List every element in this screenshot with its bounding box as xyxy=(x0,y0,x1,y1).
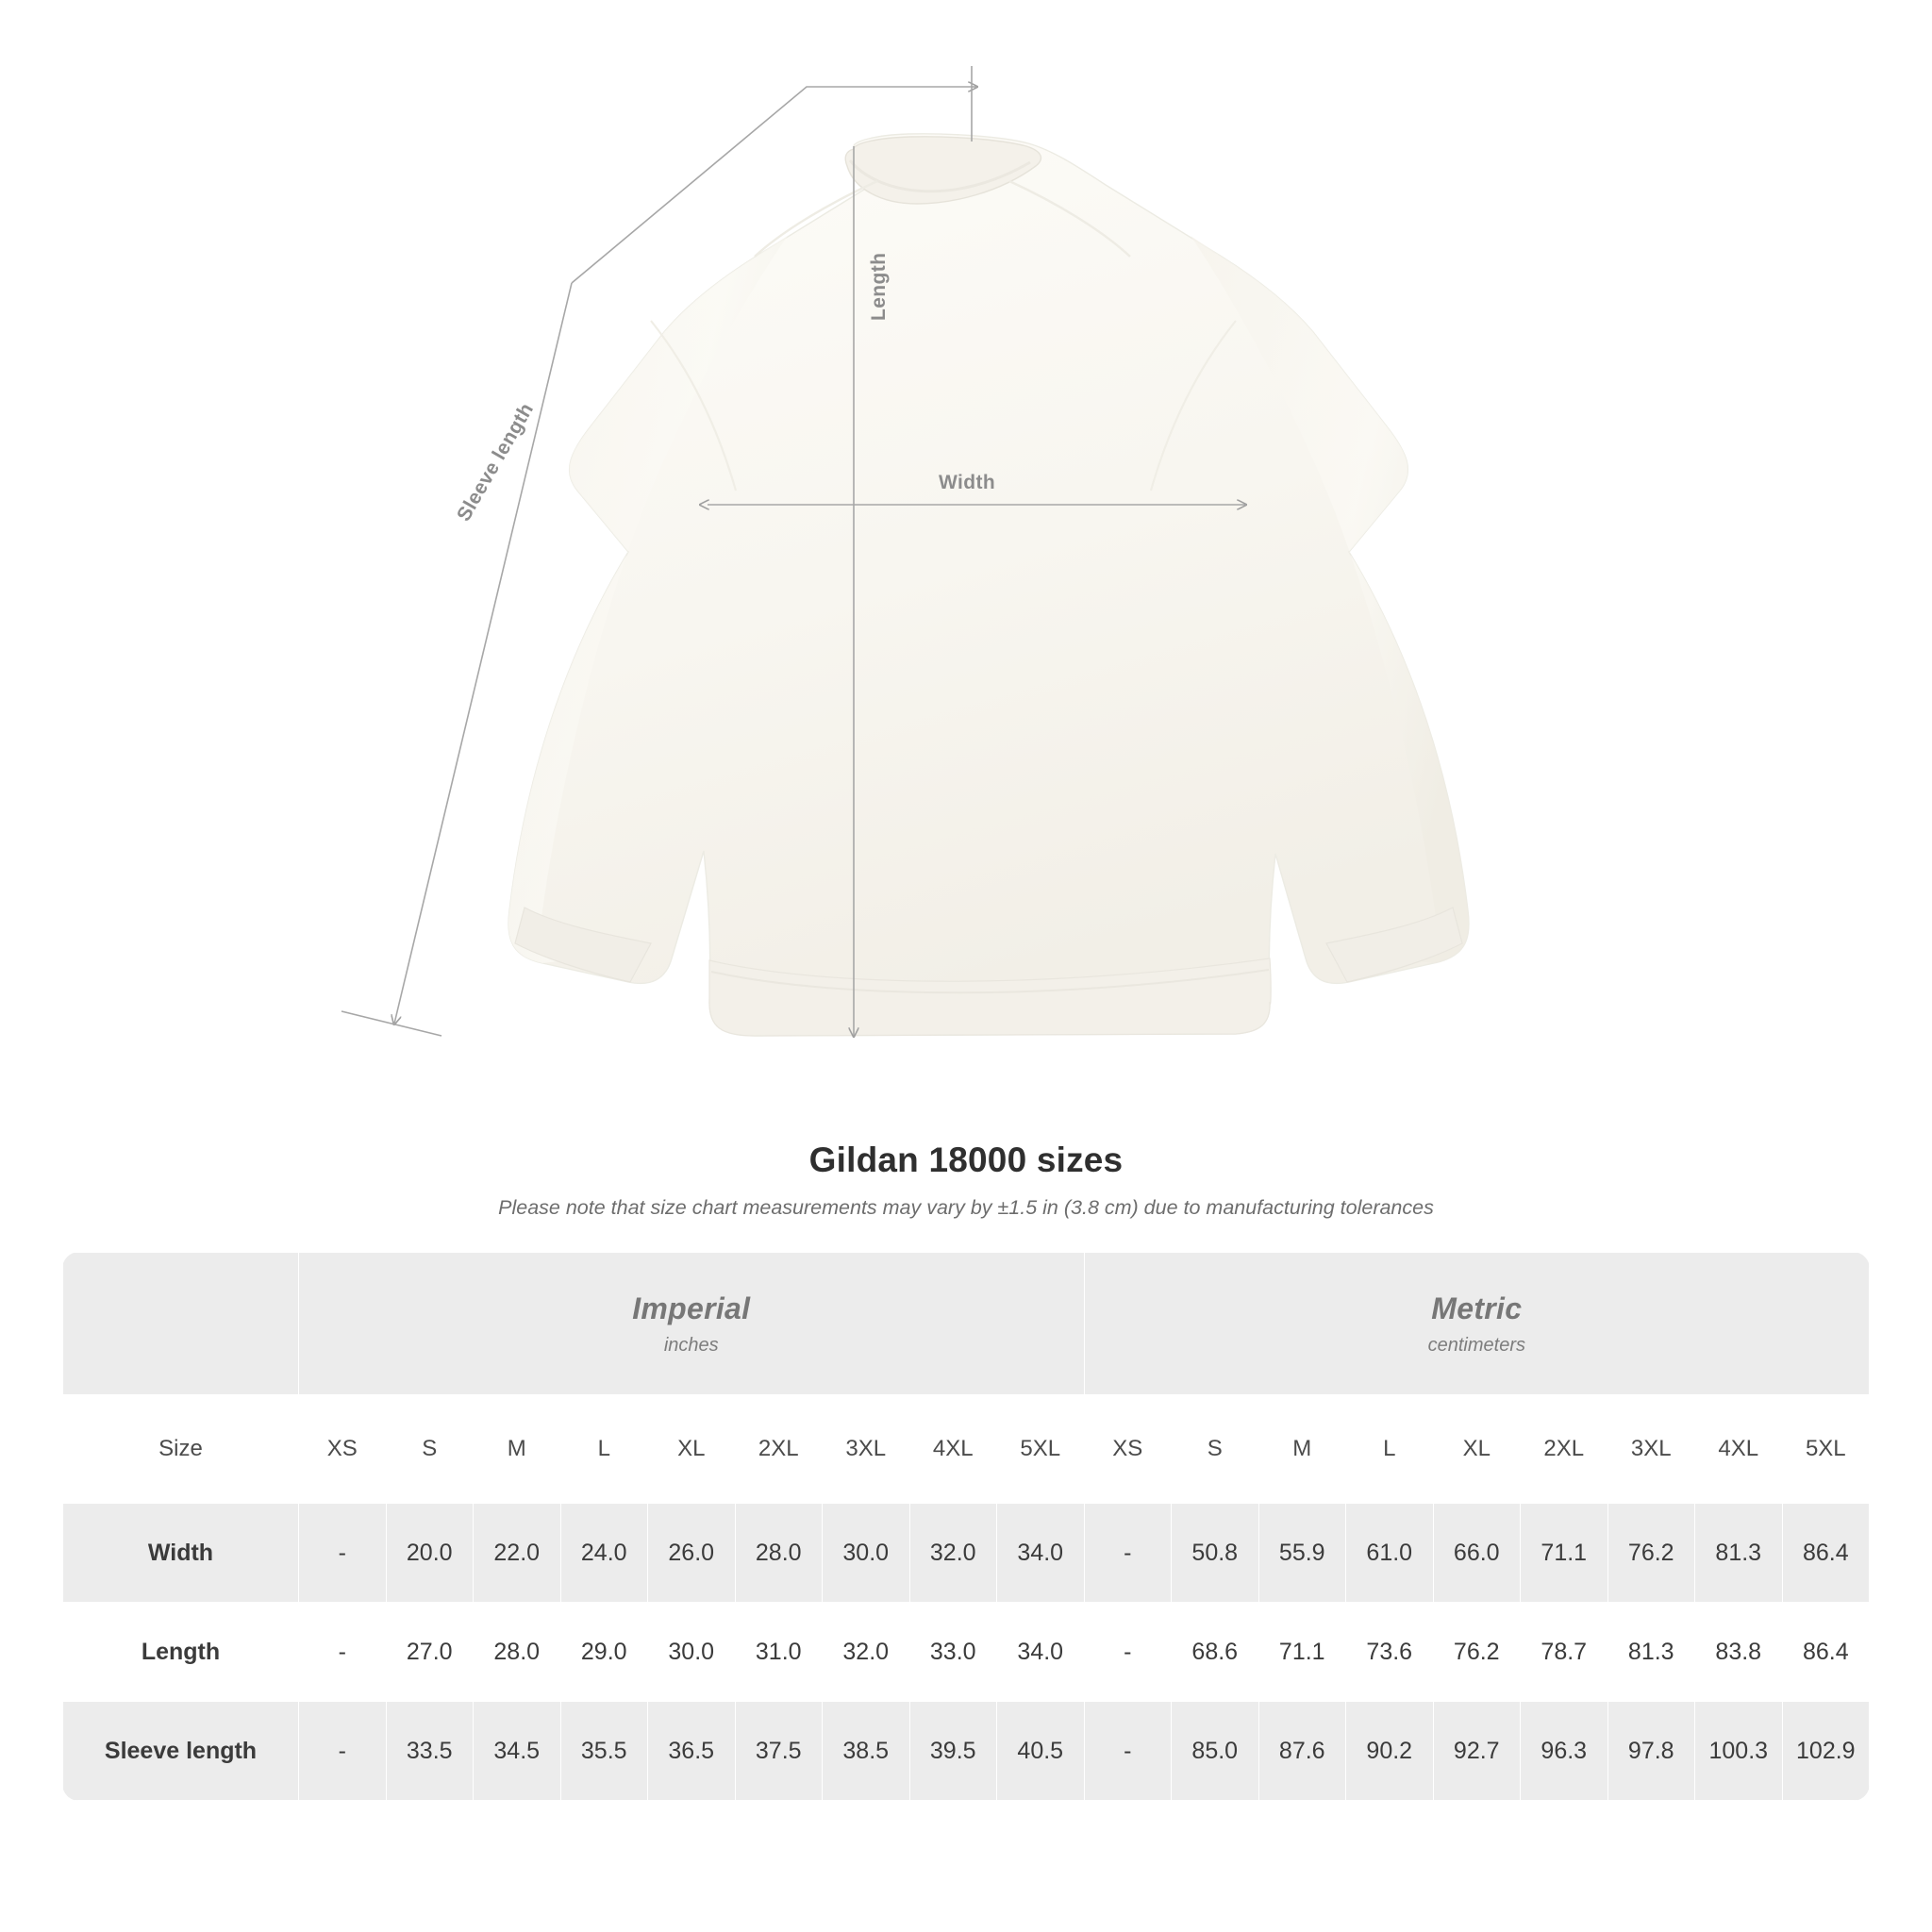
size-header-cell: 4XL xyxy=(1695,1395,1783,1504)
cell: 33.0 xyxy=(909,1603,997,1702)
cell: 71.1 xyxy=(1521,1504,1608,1603)
row-label-length: Length xyxy=(63,1603,299,1702)
cell: 35.5 xyxy=(560,1702,648,1801)
cell: 68.6 xyxy=(1172,1603,1259,1702)
cell: 86.4 xyxy=(1782,1504,1870,1603)
cell: 36.5 xyxy=(648,1702,736,1801)
cell: 28.0 xyxy=(735,1504,823,1603)
cell: 66.0 xyxy=(1433,1504,1521,1603)
unit-header-spacer xyxy=(63,1253,299,1395)
page-title: Gildan 18000 sizes xyxy=(808,1141,1124,1179)
cell: 81.3 xyxy=(1607,1603,1695,1702)
cell: 22.0 xyxy=(474,1504,561,1603)
cell: - xyxy=(299,1504,387,1603)
cell: - xyxy=(1084,1702,1172,1801)
length-dimension-label: Length xyxy=(868,252,890,321)
cell: 39.5 xyxy=(909,1702,997,1801)
cell: 34.0 xyxy=(997,1603,1085,1702)
cell: 71.1 xyxy=(1258,1603,1346,1702)
cell: 83.8 xyxy=(1695,1603,1783,1702)
cell: 78.7 xyxy=(1521,1603,1608,1702)
cell: 81.3 xyxy=(1695,1504,1783,1603)
cell: 34.5 xyxy=(474,1702,561,1801)
size-header-cell: M xyxy=(474,1395,561,1504)
cell: 61.0 xyxy=(1346,1504,1434,1603)
cell: 28.0 xyxy=(474,1603,561,1702)
cell: 37.5 xyxy=(735,1702,823,1801)
cell: - xyxy=(1084,1504,1172,1603)
tolerance-note: Please note that size chart measurements may vary by ±1.5 in (3.8 cm) due to manufacturing tolerances xyxy=(498,1196,1434,1219)
row-label-sleeve-length: Sleeve length xyxy=(63,1702,299,1801)
size-header-cell: 2XL xyxy=(735,1395,823,1504)
cell: 86.4 xyxy=(1782,1603,1870,1702)
cell: 33.5 xyxy=(386,1702,474,1801)
cell: 32.0 xyxy=(909,1504,997,1603)
cell: 40.5 xyxy=(997,1702,1085,1801)
cell: 87.6 xyxy=(1258,1702,1346,1801)
table-row xyxy=(63,1603,1870,1702)
unit-group-metric: Metric centimeters xyxy=(1084,1253,1870,1395)
row-label-width: Width xyxy=(63,1504,299,1603)
cell: 76.2 xyxy=(1433,1603,1521,1702)
cell: 97.8 xyxy=(1607,1702,1695,1801)
cell: 50.8 xyxy=(1172,1504,1259,1603)
size-header-cell: 4XL xyxy=(909,1395,997,1504)
size-header-cell: 3XL xyxy=(1607,1395,1695,1504)
size-header-row xyxy=(63,1395,1870,1504)
width-dimension-label: Width xyxy=(939,472,996,493)
size-header-cell: 5XL xyxy=(1782,1395,1870,1504)
cell: 27.0 xyxy=(386,1603,474,1702)
cell: 32.0 xyxy=(823,1603,910,1702)
cell: 73.6 xyxy=(1346,1603,1434,1702)
cell: 102.9 xyxy=(1782,1702,1870,1801)
cell: 20.0 xyxy=(386,1504,474,1603)
cell: 30.0 xyxy=(823,1504,910,1603)
size-header-cell: 3XL xyxy=(823,1395,910,1504)
size-header-cell: XL xyxy=(648,1395,736,1504)
cell: - xyxy=(1084,1603,1172,1702)
size-header-cell: 2XL xyxy=(1521,1395,1608,1504)
cell: - xyxy=(299,1603,387,1702)
size-header-cell: M xyxy=(1258,1395,1346,1504)
size-header-cell: L xyxy=(1346,1395,1434,1504)
cell: 100.3 xyxy=(1695,1702,1783,1801)
size-header-cell: L xyxy=(560,1395,648,1504)
cell: 31.0 xyxy=(735,1603,823,1702)
cell: 76.2 xyxy=(1607,1504,1695,1603)
sleeve-length-dimension-label: Sleeve length xyxy=(453,399,539,525)
cell: 92.7 xyxy=(1433,1702,1521,1801)
cell: 34.0 xyxy=(997,1504,1085,1603)
size-header-cell: XS xyxy=(1084,1395,1172,1504)
size-header-cell: 5XL xyxy=(997,1395,1085,1504)
title-block xyxy=(0,1141,1932,1220)
sweatshirt-body xyxy=(508,134,1469,1036)
unit-header-row xyxy=(63,1253,1870,1395)
cell: 85.0 xyxy=(1172,1702,1259,1801)
size-chart-table xyxy=(62,1252,1870,1801)
cell: 96.3 xyxy=(1521,1702,1608,1801)
cell: 55.9 xyxy=(1258,1504,1346,1603)
size-header-cell: XL xyxy=(1433,1395,1521,1504)
cell: - xyxy=(299,1702,387,1801)
cell: 90.2 xyxy=(1346,1702,1434,1801)
table-row xyxy=(63,1702,1870,1801)
cell: 24.0 xyxy=(560,1504,648,1603)
unit-group-imperial: Imperial inches xyxy=(299,1253,1085,1395)
cell: 29.0 xyxy=(560,1603,648,1702)
table-row xyxy=(63,1504,1870,1603)
cell: 30.0 xyxy=(648,1603,736,1702)
size-header-cell: S xyxy=(386,1395,474,1504)
size-header-cell: XS xyxy=(299,1395,387,1504)
size-header-label: Size xyxy=(63,1395,299,1504)
cell: 38.5 xyxy=(823,1702,910,1801)
size-chart-table-wrapper xyxy=(62,1252,1870,1801)
cell: 26.0 xyxy=(648,1504,736,1603)
size-header-cell: S xyxy=(1172,1395,1259,1504)
